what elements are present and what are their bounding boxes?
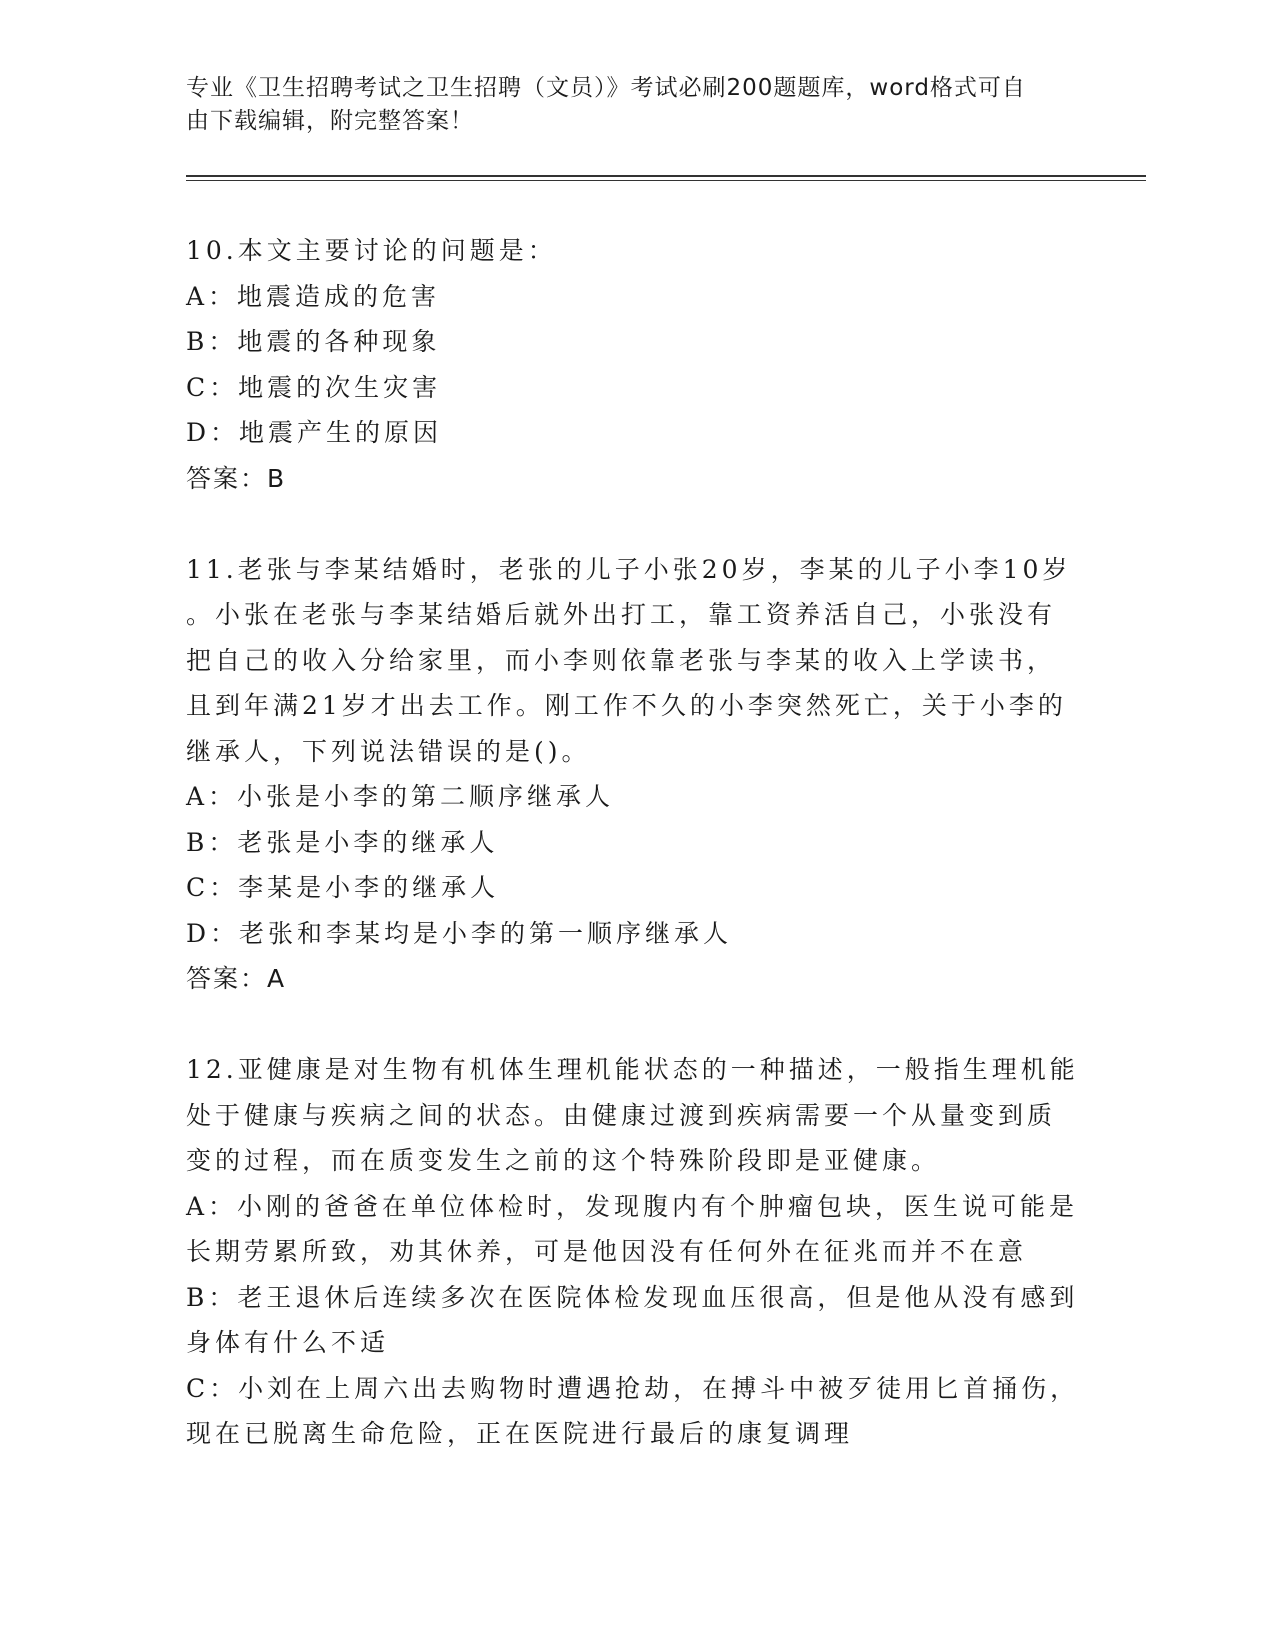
option-b: B：老王退休后连续多次在医院体检发现血压很高，但是他从没有感到 [186, 1282, 1079, 1312]
option-a: A：小刚的爸爸在单位体检时，发现腹内有个肿瘤包块，医生说可能是 [186, 1191, 1079, 1221]
option-b-continued: 身体有什么不适 [186, 1328, 390, 1357]
answer-label: 答案：B [186, 463, 287, 493]
question-text-line: 继承人，下列说法错误的是()。 [186, 736, 591, 766]
question-11 [186, 547, 1086, 1002]
answer-label: 答案：A [186, 964, 287, 993]
question-text-line: 处于健康与疾病之间的状态。由健康过渡到疾病需要一个从量变到质 [186, 1100, 1057, 1130]
question-text-line: 12.亚健康是对生物有机体生理机能状态的一种描述，一般指生理机能 [186, 1055, 1079, 1084]
question-10 [186, 228, 1086, 501]
option-c: C：地震的次生灾害 [186, 372, 442, 402]
option-d: D：地震产生的原因 [186, 418, 443, 447]
document-page [186, 0, 1146, 1650]
header-divider [186, 175, 1146, 181]
question-text-line: 11.老张与李某结婚时，老张的儿子小张20岁，李某的儿子小李10岁 [186, 554, 1072, 584]
question-text-line: 把自己的收入分给家里，而小李则依靠老张与李某的收入上学读书， [186, 645, 1057, 675]
question-12 [186, 1047, 1086, 1457]
header-line-1: 专业《卫生招聘考试之卫生招聘（文员）》考试必刷200题题库，word格式可自 [186, 75, 1026, 101]
option-d: D：老张和李某均是小李的第一顺序继承人 [186, 918, 733, 948]
question-list [186, 228, 1086, 1503]
question-text-line: 变的过程，而在质变发生之前的这个特殊阶段即是亚健康。 [186, 1146, 941, 1175]
header-line-2: 由下载编辑，附完整答案！ [186, 108, 474, 134]
option-a-continued: 长期劳累所致，劝其休养，可是他因没有任何外在征兆而并不在意 [186, 1237, 1028, 1266]
question-text-line: 且到年满21岁才出去工作。刚工作不久的小李突然死亡，关于小李的 [186, 691, 1067, 720]
question-text-line: 。小张在老张与李某结婚后就外出打工，靠工资养活自己，小张没有 [186, 600, 1057, 629]
option-b: B：地震的各种现象 [186, 327, 441, 356]
option-a: A：小张是小李的第二顺序继承人 [186, 782, 615, 811]
option-c: C：李某是小李的继承人 [186, 873, 500, 902]
option-a: A：地震造成的危害 [186, 281, 441, 311]
option-c-continued: 现在已脱离生命危险，正在医院进行最后的康复调理 [186, 1419, 854, 1448]
option-b: B：老张是小李的继承人 [186, 827, 499, 857]
document-header [186, 72, 1086, 138]
option-c: C：小刘在上周六出去购物时遭遇抢劫，在搏斗中被歹徒用匕首捅伤， [186, 1373, 1080, 1403]
question-text: 10.本文主要讨论的问题是： [186, 236, 557, 265]
